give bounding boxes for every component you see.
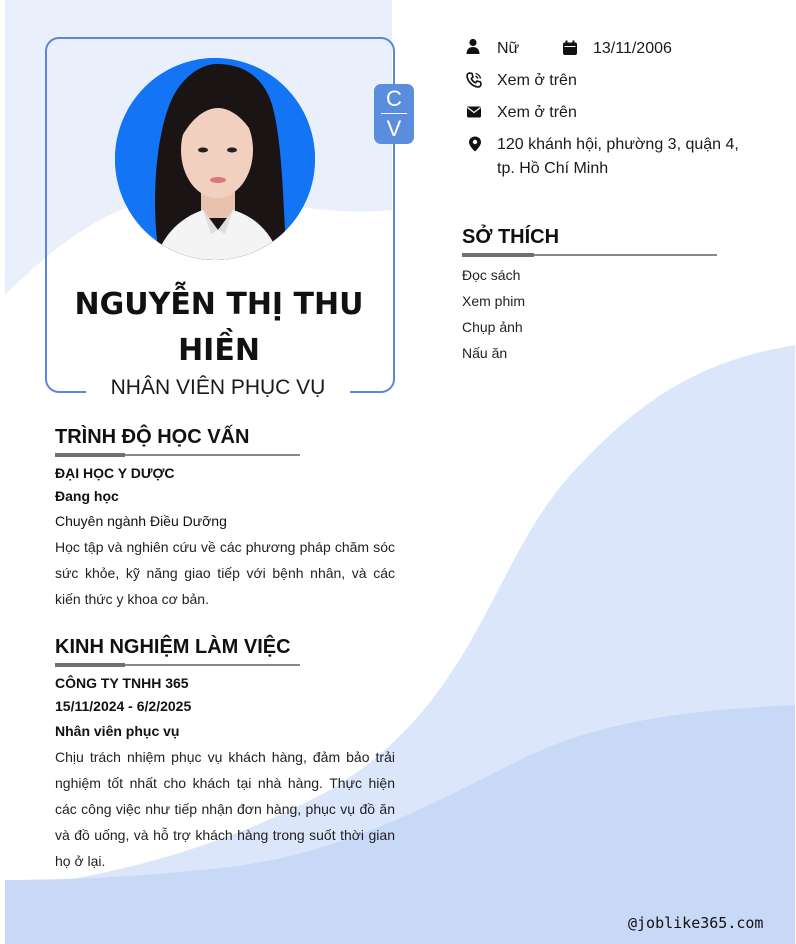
name-line-2: HIỀN	[178, 333, 260, 368]
email-value: Xem ở trên	[497, 104, 577, 121]
envelope-icon	[466, 104, 482, 120]
watermark-text: @joblike365.com	[628, 914, 764, 932]
user-icon	[465, 38, 481, 54]
school-name: ĐẠI HỌC Y DƯỢC	[55, 465, 175, 481]
calendar-icon	[562, 40, 578, 56]
portrait-image	[115, 58, 315, 260]
hobby-item: Chụp ảnh	[462, 319, 523, 335]
job-position: Nhân viên phục vụ	[55, 723, 180, 739]
candidate-name	[60, 282, 378, 374]
education-description: Học tập và nghiên cứu về các phương pháp chăm sóc sức khỏe, kỹ năng giao tiếp với bệnh nhân, và các kiến thức y khoa cơ bản.	[55, 539, 395, 607]
education-major: Chuyên ngành Điều Dưỡng	[55, 513, 227, 529]
employment-period: 15/11/2024 - 6/2/2025	[55, 698, 192, 714]
job-title: NHÂN VIÊN PHỤC VỤ	[110, 376, 326, 399]
profile-photo	[115, 58, 315, 260]
phone-icon	[466, 72, 482, 88]
birthday-value: 13/11/2006	[593, 40, 672, 57]
company-name: CÔNG TY TNHH 365	[55, 675, 189, 691]
cv-badge-bottom: V	[386, 116, 402, 141]
cv-badge-top: C	[386, 86, 402, 111]
hobby-item: Xem phim	[462, 293, 526, 309]
address-line-2: tp. Hồ Chí Minh	[497, 160, 609, 177]
gender-value: Nữ	[497, 40, 520, 57]
hobby-item: Đọc sách	[462, 267, 521, 283]
location-pin-icon	[467, 136, 483, 152]
experience-description: Chịu trách nhiệm phục vụ khách hàng, đảm bảo trải nghiệm tốt nhất cho khách tại nhà hàng. Thực hiện các công việc như tiếp nhận đơn hàng, phục vụ đồ ăn và đồ uống, và hỗ trợ khách hàng trong suốt thời gian họ ở lại.	[55, 749, 395, 869]
cv-badge	[374, 84, 414, 144]
hobbies-title: SỞ THÍCH	[462, 226, 560, 248]
experience-title: KINH NGHIỆM LÀM VIỆC	[55, 636, 291, 658]
hobby-item: Nấu ăn	[462, 345, 508, 361]
education-title: TRÌNH ĐỘ HỌC VẤN	[55, 426, 250, 448]
phone-value: Xem ở trên	[497, 72, 577, 89]
education-status: Đang học	[55, 488, 119, 504]
address-line-1: 120 khánh hội, phường 3, quận 4,	[497, 136, 739, 153]
name-line-1: NGUYỄN THỊ THU	[74, 287, 364, 322]
